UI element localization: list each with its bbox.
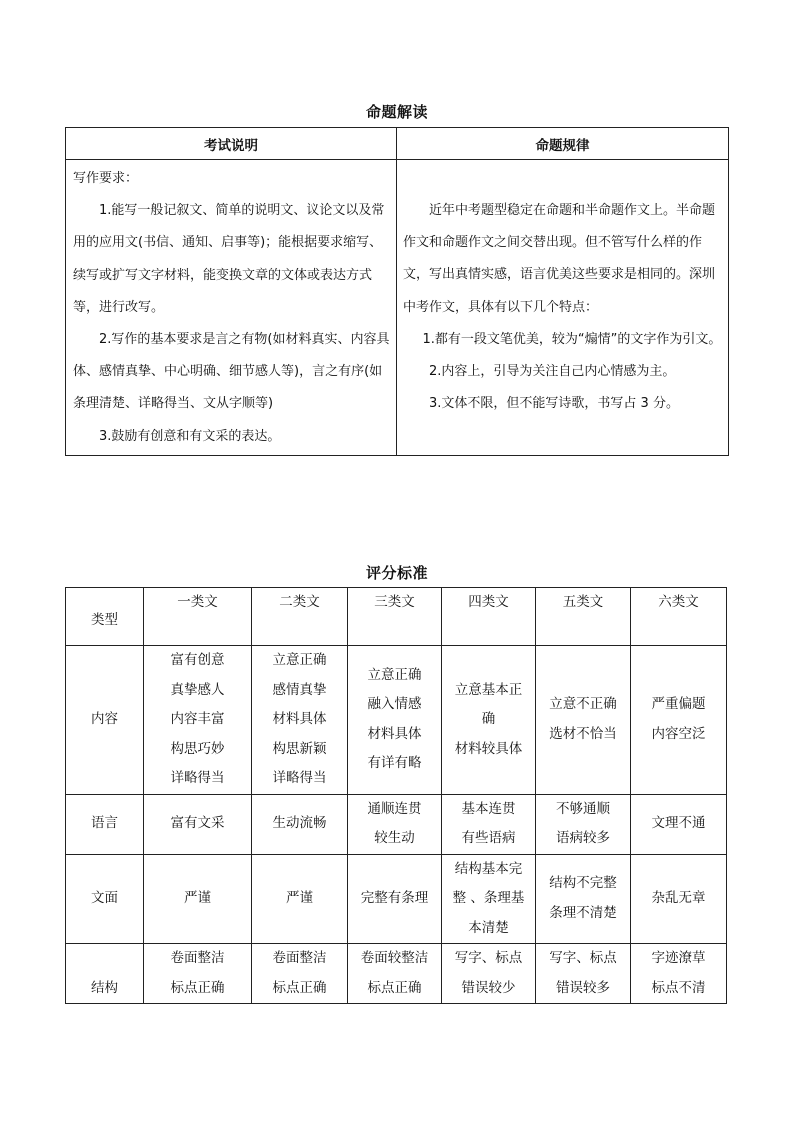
spacer bbox=[403, 163, 722, 195]
cell-line: 立意正确 bbox=[367, 666, 422, 683]
cell-line: 有些语病 bbox=[461, 830, 516, 846]
language-grade-5 bbox=[536, 794, 631, 854]
layout-grade-1 bbox=[144, 854, 252, 944]
language-grade-6 bbox=[631, 794, 727, 854]
row-layout bbox=[66, 854, 727, 944]
requirement-item-3: 3.鼓励有创意和有文采的表达。 bbox=[99, 428, 281, 444]
cell-line: 构思新颖 bbox=[272, 740, 327, 757]
exam-notes-cell bbox=[66, 160, 397, 456]
pattern-item-2: 2.内容上，引导为关注自己内心情感为主。 bbox=[429, 364, 676, 380]
cell-line: 基本连贯 bbox=[461, 800, 516, 817]
structure-grade-5 bbox=[536, 944, 631, 1004]
exam-analysis-table bbox=[65, 127, 729, 456]
cell-line: 融入情感 bbox=[367, 696, 422, 713]
cell-line: 语病较多 bbox=[556, 830, 610, 846]
cell-line: 通顺连贯 bbox=[367, 800, 422, 817]
row-content bbox=[66, 646, 727, 795]
cell-line: 立意基本正 bbox=[454, 681, 523, 698]
content-grade-4 bbox=[442, 646, 536, 795]
cell-line: 本清楚 bbox=[468, 919, 509, 936]
col-header-exam-notes: 考试说明 bbox=[66, 128, 397, 160]
layout-grade-3 bbox=[348, 854, 442, 944]
pattern-item-1: 1.都有一段文笔优美，较为“煽情”的文字作为引文。 bbox=[422, 331, 722, 347]
row-label-structure: 结构 bbox=[66, 944, 144, 1004]
cell-line: 严谨 bbox=[184, 890, 211, 906]
cell-line: 富有文采 bbox=[170, 815, 225, 832]
cell-line: 材料具体 bbox=[367, 725, 422, 742]
cell-line: 卷面整洁 bbox=[170, 950, 225, 966]
structure-grade-1 bbox=[144, 944, 252, 1004]
cell-line: 结构基本完 bbox=[454, 860, 523, 877]
requirement-item-1: 1.能写一般记叙文、简单的说明文、议论文以及常用的应用文(书信、通知、启事等)；能根据要求缩写、续写或扩写文字材料，能变换文章的文体或表达方式等，进行改写。 bbox=[73, 203, 385, 315]
header-type: 类型 bbox=[66, 588, 144, 646]
writing-requirements-label: 写作要求： bbox=[73, 171, 139, 186]
cell-line: 详略得当 bbox=[272, 770, 327, 786]
language-grade-4 bbox=[442, 794, 536, 854]
cell-line: 条理不清楚 bbox=[549, 904, 617, 921]
cell-line: 较生动 bbox=[374, 830, 415, 846]
cell-line: 标点正确 bbox=[170, 979, 225, 996]
cell-line: 详略得当 bbox=[170, 770, 225, 786]
header-grade-1: 一类文 bbox=[144, 588, 252, 646]
section1-title: 命题解读 bbox=[365, 103, 428, 121]
cell-line: 标点不清 bbox=[651, 979, 706, 996]
cell-line: 错误较少 bbox=[461, 979, 516, 996]
cell-line: 感情真挚 bbox=[272, 681, 327, 698]
pattern-paragraph: 近年中考题型稳定在命题和半命题作文上。半命题作文和命题作文之间交替出现。但不管写什么样的作文，写出真情实感，语言优美这些要求是相同的。深圳中考作文，具体有以下几个特点： bbox=[403, 203, 716, 315]
content-grade-5 bbox=[536, 646, 631, 795]
cell-line: 写字、标点 bbox=[549, 950, 617, 966]
cell-line: 杂乱无章 bbox=[651, 890, 706, 906]
language-grade-3 bbox=[348, 794, 442, 854]
col-header-pattern: 命题规律 bbox=[397, 128, 729, 160]
header-grade-6: 六类文 bbox=[631, 588, 727, 646]
pattern-cell bbox=[397, 160, 729, 456]
header-grade-4: 四类文 bbox=[442, 588, 536, 646]
cell-line: 材料较具体 bbox=[454, 740, 523, 757]
structure-grade-2 bbox=[252, 944, 348, 1004]
header-grade-3: 三类文 bbox=[348, 588, 442, 646]
cell-line: 完整有条理 bbox=[360, 890, 429, 906]
content-grade-3 bbox=[348, 646, 442, 795]
cell-line: 严谨 bbox=[286, 890, 313, 906]
structure-grade-6 bbox=[631, 944, 727, 1004]
section2-title: 评分标准 bbox=[365, 564, 428, 582]
cell-line: 字迹潦草 bbox=[651, 950, 706, 966]
row-structure bbox=[66, 944, 727, 1004]
cell-line: 卷面较整洁 bbox=[360, 950, 429, 966]
cell-line: 生动流畅 bbox=[272, 815, 327, 832]
cell-line: 立意不正确 bbox=[549, 696, 617, 713]
row-label-content: 内容 bbox=[66, 646, 144, 795]
cell-line: 材料具体 bbox=[272, 711, 327, 727]
header-grade-5: 五类文 bbox=[536, 588, 631, 646]
cell-line: 构思巧妙 bbox=[170, 740, 225, 757]
cell-line: 严重偏题 bbox=[651, 696, 706, 713]
row-label-layout: 文面 bbox=[66, 854, 144, 944]
cell-line: 真挚感人 bbox=[170, 681, 225, 698]
cell-line: 标点正确 bbox=[272, 979, 327, 996]
header-grade-2: 二类文 bbox=[252, 588, 348, 646]
requirement-item-2: 2.写作的基本要求是言之有物(如材料真实、内容具体、感情真挚、中心明确、细节感人等)，言之有序(如条理清楚、详略得当、文从字顺等) bbox=[73, 332, 390, 412]
cell-line: 错误较多 bbox=[556, 979, 610, 996]
cell-line: 标点正确 bbox=[367, 979, 422, 996]
pattern-item-3: 3.文体不限，但不能写诗歌，书写占 3 分。 bbox=[429, 396, 679, 412]
row-language bbox=[66, 794, 727, 854]
cell-line: 整 、条理基 bbox=[452, 890, 525, 906]
row-label-language: 语言 bbox=[66, 794, 144, 854]
cell-line: 结构不完整 bbox=[549, 875, 617, 892]
content-grade-6 bbox=[631, 646, 727, 795]
structure-grade-4 bbox=[442, 944, 536, 1004]
content-grade-2 bbox=[252, 646, 348, 795]
cell-line: 有详有略 bbox=[367, 755, 422, 772]
structure-grade-3 bbox=[348, 944, 442, 1004]
layout-grade-2 bbox=[252, 854, 348, 944]
cell-line: 内容空泛 bbox=[651, 725, 706, 742]
cell-line: 富有创意 bbox=[170, 652, 225, 668]
layout-grade-6 bbox=[631, 854, 727, 944]
cell-line: 写字、标点 bbox=[454, 950, 523, 966]
layout-grade-4 bbox=[442, 854, 536, 944]
content-grade-1 bbox=[144, 646, 252, 795]
cell-line: 选材不恰当 bbox=[549, 725, 617, 742]
language-grade-2 bbox=[252, 794, 348, 854]
layout-grade-5 bbox=[536, 854, 631, 944]
scoring-standard-table bbox=[65, 587, 727, 1004]
cell-line: 内容丰富 bbox=[170, 711, 225, 727]
cell-line: 卷面整洁 bbox=[272, 950, 327, 966]
cell-line: 立意正确 bbox=[272, 652, 327, 668]
cell-line: 确 bbox=[481, 711, 496, 727]
cell-line: 不够通顺 bbox=[556, 800, 610, 817]
cell-line: 文理不通 bbox=[651, 815, 706, 832]
language-grade-1 bbox=[144, 794, 252, 854]
